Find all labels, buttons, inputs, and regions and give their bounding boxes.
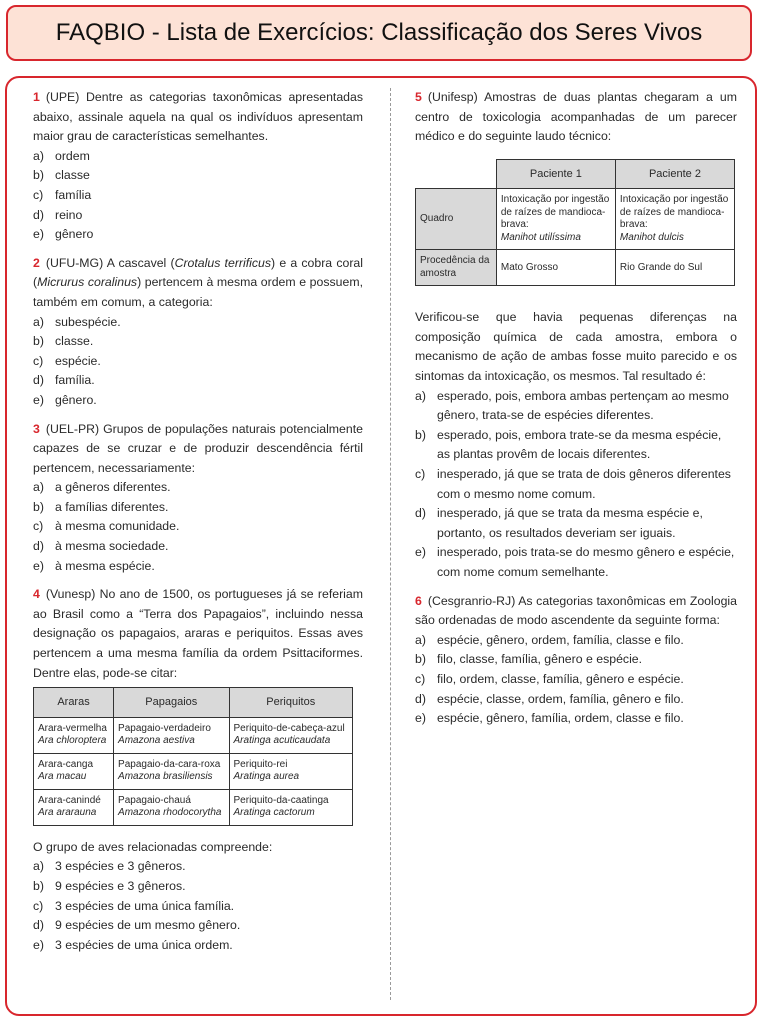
option-text: família — [55, 187, 92, 202]
option-letter: a) — [33, 859, 44, 874]
table-cell: Rio Grande do Sul — [615, 250, 734, 286]
question-1 — [33, 88, 363, 245]
table-cell — [114, 789, 229, 825]
option-text: espécie, classe, ordem, família, gênero e filo. — [437, 691, 684, 706]
question-3 — [33, 420, 363, 577]
question-text: (Unifesp) Amostras de duas plantas chegaram a um centro de toxicologia acompanhadas de um parecer médico e do seguinte laudo técnico: — [415, 90, 737, 144]
option-letter: d) — [33, 539, 44, 554]
option-letter: e) — [33, 227, 44, 242]
scientific-name: Manihot utilíssima — [500, 231, 581, 243]
question-6 — [415, 592, 737, 729]
common-name: Arara-canindé — [38, 794, 101, 806]
column-header: Papagaios — [114, 688, 229, 718]
answer-options — [415, 631, 737, 729]
answer-option[interactable] — [33, 537, 363, 557]
table-header-row — [416, 159, 735, 189]
option-letter: b) — [33, 878, 44, 893]
option-text: 3 espécies e 3 gêneros. — [55, 859, 186, 874]
scientific-name: Amazona aestiva — [118, 735, 195, 747]
answer-option[interactable] — [33, 147, 363, 167]
option-text: esperado, pois, embora ambas pertençam ao mesmo gênero, trata-se de espécies diferentes. — [437, 388, 729, 423]
option-text: à mesma comunidade. — [55, 519, 180, 534]
answer-option[interactable] — [33, 857, 363, 877]
answer-options — [415, 387, 737, 583]
option-text: 9 espécies e 3 gêneros. — [55, 878, 186, 893]
option-text: gênero — [55, 227, 94, 242]
option-letter: e) — [33, 558, 44, 573]
scientific-name: Ara chloroptera — [38, 735, 107, 747]
option-letter: d) — [415, 506, 426, 521]
scientific-name: Aratinga aurea — [233, 771, 300, 783]
answer-option[interactable] — [415, 465, 737, 504]
option-letter: a) — [415, 632, 426, 647]
option-text: 9 espécies de um mesmo gênero. — [55, 918, 241, 933]
question-number: 3 — [33, 421, 40, 436]
question-6-stem — [415, 592, 737, 631]
answer-option[interactable] — [33, 936, 363, 956]
table-cell — [229, 753, 352, 789]
cell-text: Intoxicação por ingestão de raízes de mandioca-brava: — [500, 194, 610, 231]
answer-options — [33, 857, 363, 955]
table-cell — [229, 789, 352, 825]
option-letter: c) — [33, 353, 44, 368]
answer-option[interactable] — [415, 670, 737, 690]
option-text: espécie, gênero, ordem, família, classe e filo. — [437, 632, 684, 647]
option-text: reino — [55, 207, 83, 222]
question-4-prompt: O grupo de aves relacionadas compreende: — [33, 839, 273, 854]
option-letter: c) — [415, 671, 426, 686]
table-cell — [34, 753, 114, 789]
column-divider — [390, 88, 391, 1000]
option-text: 3 espécies de uma única ordem. — [55, 937, 233, 952]
option-text: subespécie. — [55, 314, 121, 329]
question-5-prompt: Verificou-se que havia pequenas diferenças na composição química de cada amostra, embora o mecanismo de ação de ambas fosse muito parecido e os sintomas da intoxicação, os mesmos. Tal resultado é: — [415, 310, 737, 384]
option-letter: c) — [33, 898, 44, 913]
option-text: família. — [55, 373, 95, 388]
option-letter: a) — [33, 148, 44, 163]
page-title: FAQBIO - Lista de Exercícios: Classificação dos Seres Vivos — [55, 19, 703, 46]
scientific-name: Ara macau — [38, 771, 87, 783]
common-name: Periquito-rei — [233, 758, 288, 770]
answer-option[interactable] — [33, 391, 363, 411]
option-text: a famílias diferentes. — [55, 499, 169, 514]
birds-table — [33, 687, 353, 826]
option-letter: d) — [415, 691, 426, 706]
question-5 — [415, 88, 737, 583]
common-name: Papagaio-da-cara-roxa — [118, 758, 221, 770]
table-cell — [496, 189, 615, 250]
scientific-name: Micrurus coralinus — [37, 275, 138, 290]
table-cell — [114, 753, 229, 789]
option-text: espécie. — [55, 353, 101, 368]
question-number: 5 — [415, 90, 422, 104]
column-header: Periquitos — [229, 688, 352, 718]
row-header: Procedência da amostra — [416, 250, 497, 286]
answer-option[interactable] — [33, 186, 363, 206]
answer-option[interactable] — [33, 557, 363, 577]
answer-option[interactable] — [33, 332, 363, 352]
answer-option[interactable] — [415, 650, 737, 670]
common-name: Papagaio-verdadeiro — [118, 722, 211, 734]
answer-option[interactable] — [33, 371, 363, 391]
scientific-name: Aratinga acuticaudata — [233, 735, 331, 747]
option-letter: e) — [415, 545, 426, 560]
table-cell — [114, 717, 229, 753]
option-text: filo, classe, família, gênero e espécie. — [437, 652, 643, 667]
option-letter: b) — [33, 334, 44, 349]
question-5-stem — [415, 88, 737, 147]
answer-option[interactable] — [33, 313, 363, 333]
plants-table — [415, 159, 735, 287]
common-name: Arara-canga — [38, 758, 94, 770]
option-text: inesperado, já que se trata da mesma espécie e, portanto, os resultados deveriam ser iguais. — [437, 506, 703, 540]
option-letter: d) — [33, 373, 44, 388]
option-letter: c) — [415, 467, 426, 482]
answer-option[interactable] — [33, 206, 363, 226]
answer-option[interactable] — [33, 478, 363, 498]
question-number: 1 — [33, 90, 40, 104]
option-text: à mesma espécie. — [55, 558, 155, 573]
option-letter: d) — [33, 207, 44, 222]
option-text: classe. — [55, 334, 94, 349]
answer-option[interactable] — [415, 504, 737, 543]
question-1-stem — [33, 88, 363, 147]
answer-option[interactable] — [33, 352, 363, 372]
question-number: 2 — [33, 255, 40, 270]
scientific-name: Ara ararauna — [38, 807, 97, 819]
cell-text: Intoxicação por ingestão de raízes de mandioca-brava: — [619, 194, 729, 231]
column-header: Paciente 1 — [496, 159, 615, 189]
option-text: gênero. — [55, 392, 97, 407]
option-text: inesperado, pois trata-se do mesmo gênero e espécie, com nome comum semelhante. — [437, 545, 735, 579]
question-text: (Cesgranrio-RJ) As categorias taxonômicas em Zoologia são ordenadas de modo ascendente da seguinte forma: — [415, 593, 737, 628]
scientific-name: Manihot dulcis — [619, 231, 684, 243]
option-letter: e) — [33, 937, 44, 952]
option-letter: b) — [415, 652, 426, 667]
table-cell — [34, 789, 114, 825]
answer-option[interactable] — [33, 166, 363, 186]
table-cell — [34, 717, 114, 753]
scientific-name: Crotalus terrificus — [174, 255, 272, 270]
scientific-name: Aratinga cactorum — [233, 807, 315, 819]
question-number: 6 — [415, 593, 422, 608]
option-text: classe — [55, 168, 90, 183]
common-name: Arara-vermelha — [38, 722, 107, 734]
question-text: (Vunesp) No ano de 1500, os portugueses já se referiam ao Brasil como a “Terra dos Papagaios”, incluindo nessa designação os papagaios, araras e periquitos. Essas aves pertencem a uma mesma família da ordem Psittaciformes. Dentre elas, pode-se citar: — [33, 587, 363, 680]
empty-corner-cell — [416, 159, 497, 189]
question-4 — [33, 585, 363, 955]
answer-option[interactable] — [33, 517, 363, 537]
answer-option[interactable] — [33, 498, 363, 518]
option-letter: a) — [415, 388, 426, 403]
option-text: inesperado, já que se trata de dois gêneros diferentes com o mesmo nome comum. — [437, 467, 731, 501]
table-row — [416, 250, 735, 286]
answer-option[interactable] — [415, 709, 737, 729]
answer-option[interactable] — [415, 543, 737, 582]
left-column — [33, 88, 363, 964]
question-text: (UFU-MG) A cascavel ( — [45, 255, 175, 270]
table-row — [416, 189, 735, 250]
column-header: Araras — [34, 688, 114, 718]
answer-options — [33, 147, 363, 245]
option-letter: d) — [33, 918, 44, 933]
answer-options — [33, 313, 363, 411]
common-name: Periquito-da-caatinga — [233, 794, 329, 806]
answer-options — [33, 478, 363, 576]
option-text: à mesma sociedade. — [55, 539, 169, 554]
option-text: espécie, gênero, família, ordem, classe e filo. — [437, 711, 684, 726]
option-letter: a) — [33, 314, 44, 329]
scientific-name: Amazona brasiliensis — [118, 771, 213, 783]
option-text: filo, ordem, classe, família, gênero e espécie. — [437, 671, 684, 686]
option-letter: b) — [33, 168, 44, 183]
question-text: (UPE) Dentre as categorias taxonômicas apresentadas abaixo, assinale aquela na qual os indivíduos apresentam maior grau de características semelhantes. — [33, 90, 363, 144]
question-3-stem — [33, 420, 363, 479]
option-letter: c) — [33, 187, 44, 202]
question-text: (UEL-PR) Grupos de populações naturais potencialmente capazes de se cruzar e de produzir descendência fértil pertencem, necessariamente: — [33, 421, 363, 475]
option-text: 3 espécies de uma única família. — [55, 898, 235, 913]
question-2 — [33, 254, 363, 411]
option-text: ordem — [55, 148, 90, 163]
table-cell — [615, 189, 734, 250]
answer-option[interactable] — [33, 897, 363, 917]
question-2-stem — [33, 254, 363, 313]
option-text: a gêneros diferentes. — [55, 480, 171, 495]
question-number: 4 — [33, 587, 40, 602]
question-4-stem — [33, 585, 363, 683]
common-name: Periquito-de-cabeça-azul — [233, 722, 345, 734]
table-row — [34, 717, 353, 753]
table-row — [34, 789, 353, 825]
question-text: ) pertencem à mesma ordem e possuem, também em comum, a categoria: — [33, 275, 363, 309]
answer-option[interactable] — [415, 387, 737, 426]
option-letter: a) — [33, 480, 44, 495]
option-letter: c) — [33, 519, 44, 534]
table-cell: Mato Grosso — [496, 250, 615, 286]
answer-option[interactable] — [33, 916, 363, 936]
answer-option[interactable] — [415, 426, 737, 465]
page-header — [6, 5, 752, 61]
answer-option[interactable] — [415, 631, 737, 651]
scientific-name: Amazona rhodocorytha — [118, 807, 222, 819]
table-header-row — [34, 688, 353, 718]
answer-option[interactable] — [415, 690, 737, 710]
option-letter: e) — [33, 392, 44, 407]
column-header: Paciente 2 — [615, 159, 734, 189]
table-row — [34, 753, 353, 789]
right-column — [415, 88, 737, 738]
common-name: Papagaio-chauá — [118, 794, 191, 806]
option-letter: b) — [415, 427, 426, 442]
option-letter: e) — [415, 711, 426, 726]
answer-option[interactable] — [33, 225, 363, 245]
option-text: esperado, pois, embora trate-se da mesma espécie, as plantas provêm de locais diferentes. — [437, 427, 722, 462]
table-cell — [229, 717, 352, 753]
answer-option[interactable] — [33, 877, 363, 897]
row-header: Quadro — [416, 189, 497, 250]
question-text: ) e a cobra coral ( — [33, 255, 363, 290]
option-letter: b) — [33, 499, 44, 514]
